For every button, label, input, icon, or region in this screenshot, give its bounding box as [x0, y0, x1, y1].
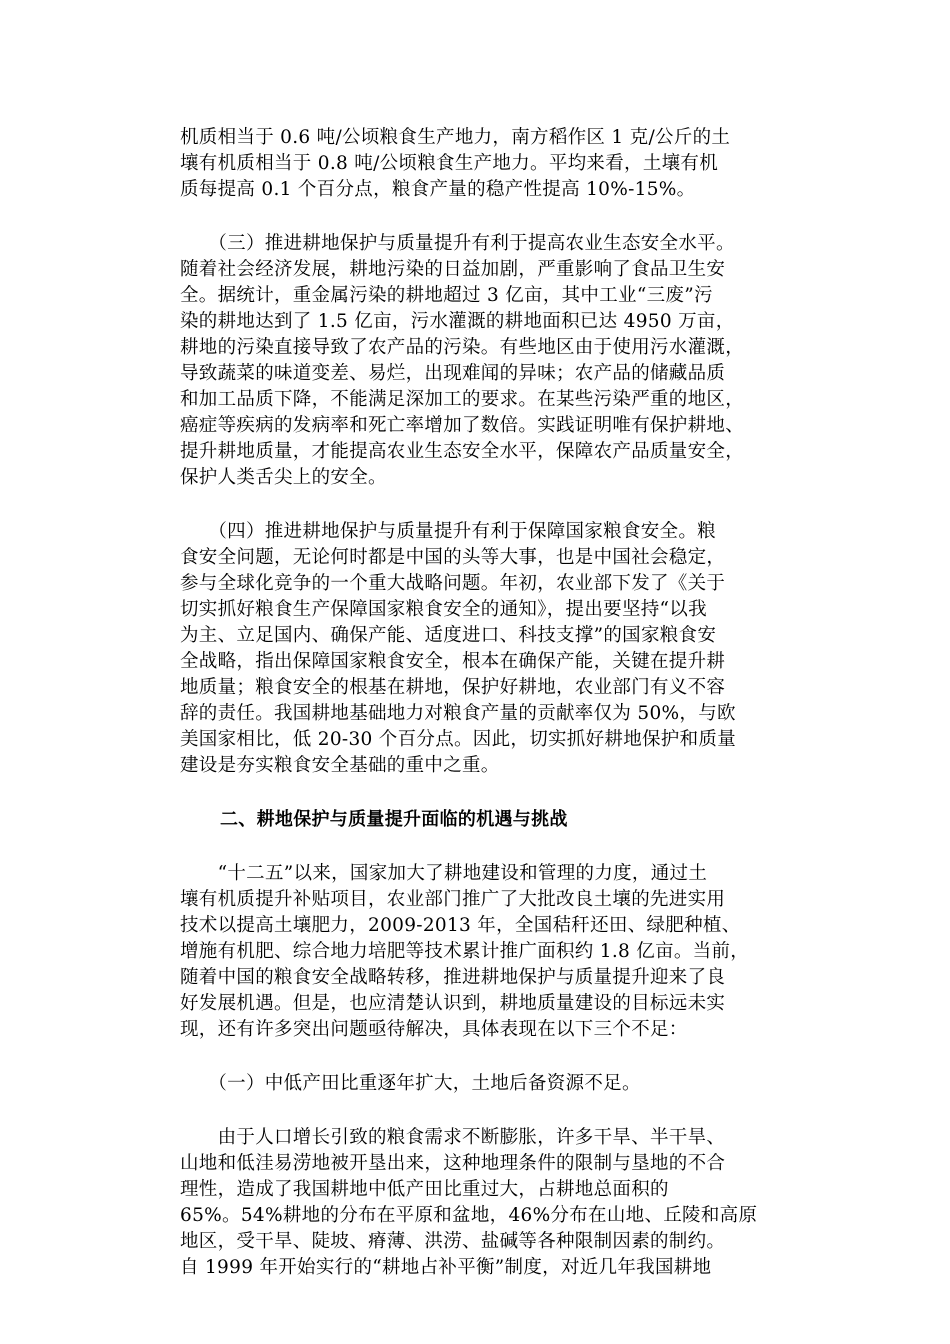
text-line: 地区，受干旱、陡坡、瘠薄、洪涝、盐碱等各种限制因素的制约。	[180, 1231, 726, 1252]
text-line: 机质相当于 0.6 吨/公顷粮食生产地力，南方稻作区 1 克/公斤的土	[180, 127, 731, 148]
paragraph-ecological-safety	[180, 231, 780, 491]
text-line: 随着中国的粮食安全战略转移，推进耕地保护与质量提升迎来了良	[180, 967, 726, 988]
text-line: 山地和低洼易涝地被开垦出来，这种地理条件的限制与垦地的不合	[180, 1153, 726, 1174]
subsection-heading: （一）中低产田比重逐年扩大，土地后备资源不足。	[180, 1073, 641, 1094]
paragraph-food-security	[180, 519, 780, 779]
text-line: （四）推进耕地保护与质量提升有利于保障国家粮食安全。粮	[180, 521, 716, 542]
text-line: 全战略，指出保障国家粮食安全，根本在确保产能，关键在提升耕	[180, 651, 726, 672]
text-line: “十二五”以来，国家加大了耕地建设和管理的力度，通过土	[180, 863, 708, 884]
document-page	[180, 125, 780, 1309]
text-line: 自 1999 年开始实行的“耕地占补平衡”制度，对近几年我国耕地	[180, 1257, 712, 1278]
text-line: 65%。54%耕地的分布在平原和盆地，46%分布在山地、丘陵和高原	[180, 1205, 758, 1226]
text-line: 辞的责任。我国耕地基础地力对粮食产量的贡献率仅为 50%，与欧	[180, 703, 736, 724]
text-line: 随着社会经济发展，耕地污染的日益加剧，严重影响了食品卫生安	[180, 259, 726, 280]
paragraph-opportunities	[180, 861, 780, 1043]
text-line: 好发展机遇。但是，也应清楚认识到，耕地质量建设的目标远未实	[180, 993, 726, 1014]
paragraph-organic-matter	[180, 125, 780, 203]
text-line: 癌症等疾病的发病率和死亡率增加了数倍。实践证明唯有保护耕地、	[180, 415, 745, 436]
text-line: 和加工品质下降，不能满足深加工的要求。在某些污染严重的地区，	[180, 389, 745, 410]
text-line: 质每提高 0.1 个百分点，粮食产量的稳产性提高 10%-15%。	[180, 179, 696, 200]
text-line: 理性，造成了我国耕地中低产田比重过大，占耕地总面积的	[180, 1179, 669, 1200]
text-line: 参与全球化竞争的一个重大战略问题。年初，农业部下发了《关于	[180, 573, 726, 594]
text-line: 壤有机质相当于 0.8 吨/公顷粮食生产地力。平均来看，土壤有机	[180, 153, 719, 174]
text-line: 现，还有许多突出问题亟待解决，具体表现在以下三个不足：	[180, 1019, 688, 1040]
text-line: 美国家相比，低 20-30 个百分点。因此，切实抓好耕地保护和质量	[180, 729, 736, 750]
text-line: 壤有机质提升补贴项目，农业部门推广了大批改良土壤的先进实用	[180, 889, 726, 910]
text-line: 导致蔬菜的味道变差、易烂，出现难闻的异味；农产品的储藏品质	[180, 363, 726, 384]
text-line: 技术以提高土壤肥力，2009-2013 年，全国秸秆还田、绿肥种植、	[180, 915, 741, 936]
text-line: 提升耕地质量，才能提高农业生态安全水平，保障农产品质量安全，	[180, 441, 745, 462]
text-line: 耕地的污染直接导致了农产品的污染。有些地区由于使用污水灌溉，	[180, 337, 745, 358]
text-line: 地质量；粮食安全的根基在耕地，保护好耕地，农业部门有义不容	[180, 677, 726, 698]
text-line: 食安全问题，无论何时都是中国的头等大事，也是中国社会稳定，	[180, 547, 726, 568]
text-line: 保护人类舌尖上的安全。	[180, 467, 387, 488]
text-line: 为主、立足国内、确保产能、适度进口、科技支撑”的国家粮食安	[180, 625, 717, 646]
text-line: 切实抓好粮食生产保障国家粮食安全的通知》，提出要坚持“以我	[180, 599, 707, 620]
section-heading: 二、耕地保护与质量提升面临的机遇与挑战	[220, 809, 568, 830]
text-line: 全。据统计，重金属污染的耕地超过 3 亿亩，其中工业“三废”污	[180, 285, 713, 306]
text-line: 增施有机肥、综合地力培肥等技术累计推广面积约 1.8 亿亩。当前，	[180, 941, 750, 962]
text-line: 染的耕地达到了 1.5 亿亩，污水灌溉的耕地面积已达 4950 万亩，	[180, 311, 735, 332]
text-line: （三）推进耕地保护与质量提升有利于提高农业生态安全水平。	[180, 233, 735, 254]
text-line: 由于人口增长引致的粮食需求不断膨胀，许多干旱、半干旱、	[180, 1127, 726, 1148]
text-line: 建设是夯实粮食安全基础的重中之重。	[180, 755, 500, 776]
paragraph-low-yield-fields	[180, 1125, 780, 1281]
